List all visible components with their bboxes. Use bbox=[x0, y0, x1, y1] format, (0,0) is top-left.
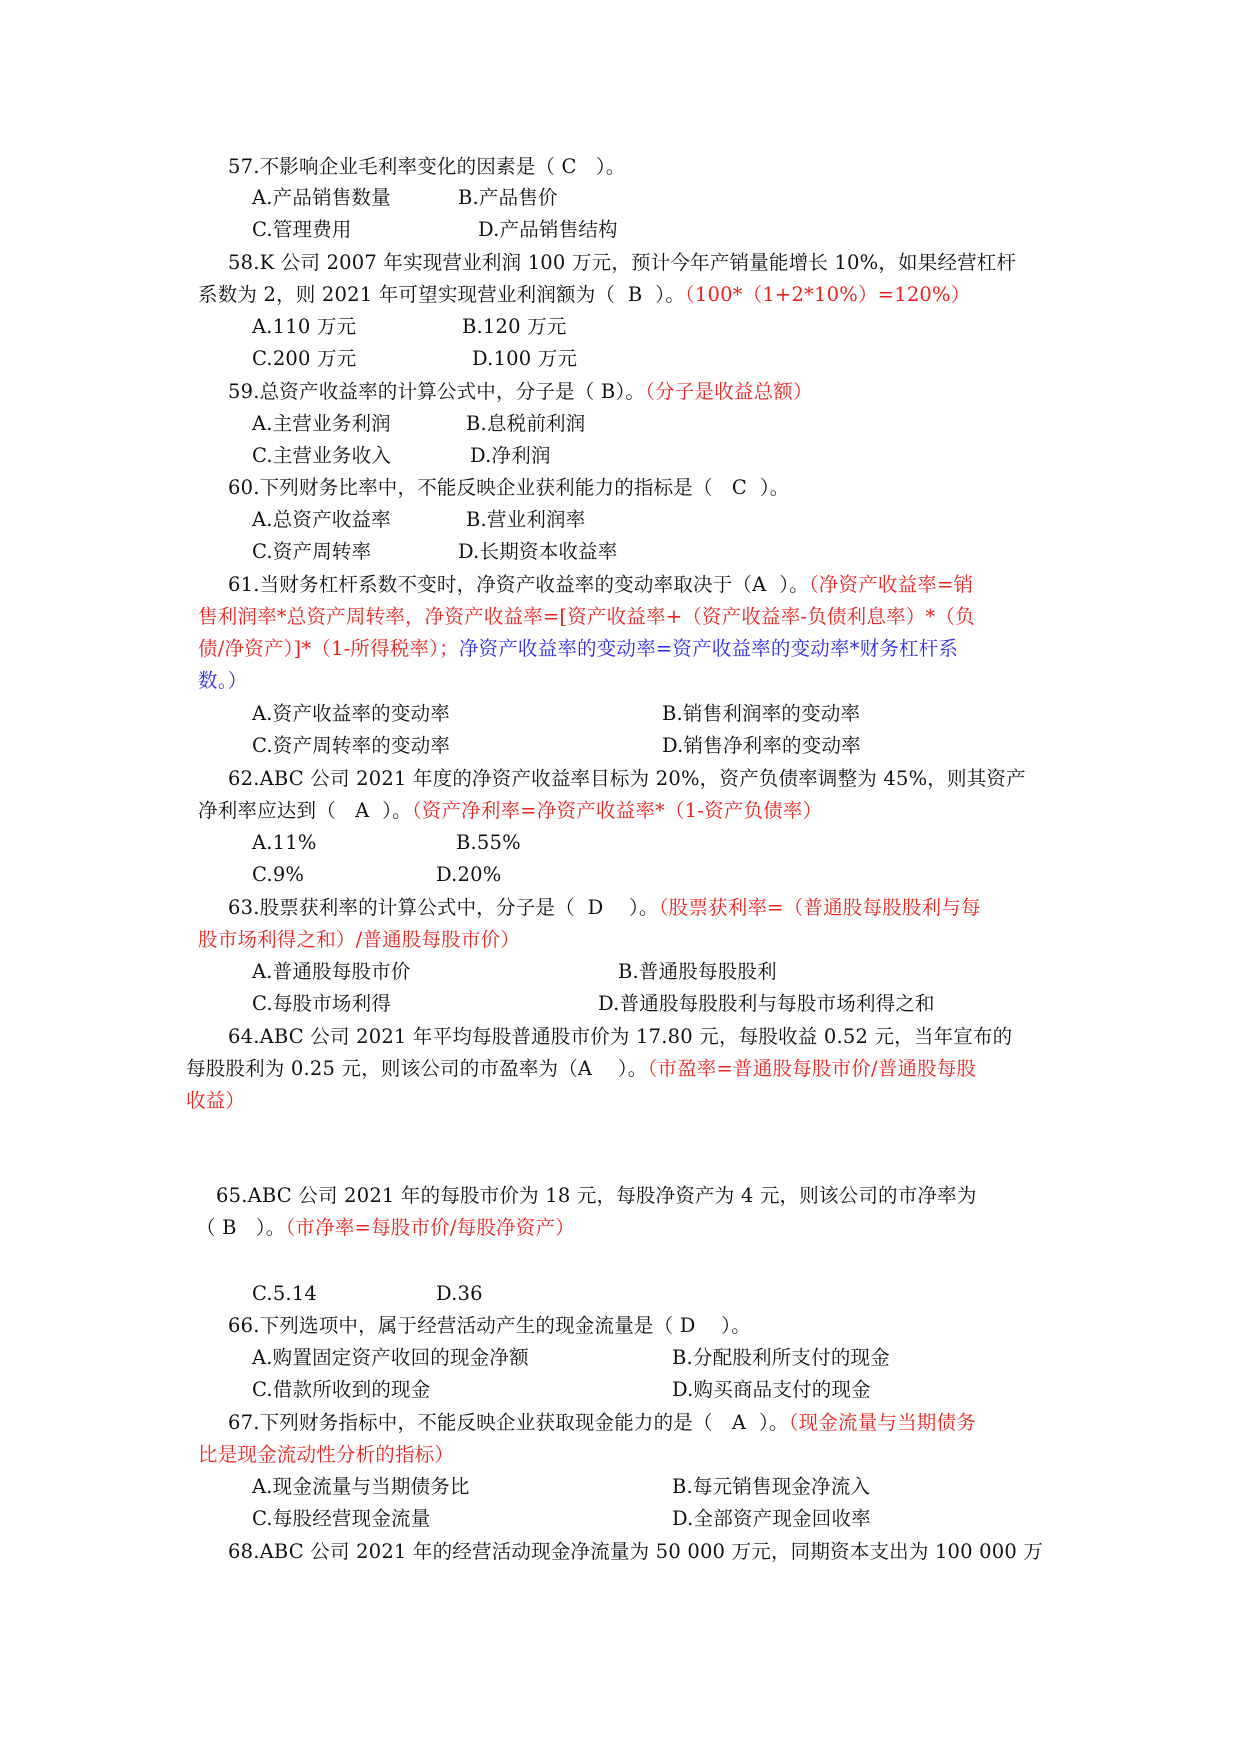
q58-option-c: C.200 万元 bbox=[252, 347, 357, 370]
q65-option-c: C.5.14 bbox=[252, 1282, 318, 1305]
q63-option-b: B.普通股每股股利 bbox=[618, 960, 777, 983]
q65-stem-line2 bbox=[196, 1214, 575, 1242]
q59-stem-text: 59.总资产收益率的计算公式中，分子是（ B）。 bbox=[228, 380, 646, 403]
q62-stem-text: 净利率应达到（ A ）。 bbox=[198, 799, 412, 822]
q62-option-b: B.55% bbox=[456, 831, 521, 854]
q61-option-a: A.资产收益率的变动率 bbox=[252, 702, 450, 725]
q62-option-c: C.9% bbox=[252, 863, 305, 886]
q65-stem-line1: 65.ABC 公司 2021 年的每股市价为 18 元，每股净资产为 4 元，则该公司的市净率为 bbox=[216, 1184, 977, 1207]
q63-note-2: 股市场利得之和）/普通股每股市价） bbox=[198, 928, 520, 951]
q67-option-d: D.全部资产现金回收率 bbox=[672, 1507, 871, 1530]
q61-stem-text: 61.当财务杠杆系数不变时，净资产收益率的变动率取决于（A ）。 bbox=[228, 573, 809, 596]
q58-option-a: A.110 万元 bbox=[252, 315, 357, 338]
q60-option-c: C.资产周转率 bbox=[252, 540, 372, 563]
q64-stem-text: 每股股利为 0.25 元，则该公司的市盈率为（A ）。 bbox=[186, 1057, 648, 1080]
q62-stem-line1: 62.ABC 公司 2021 年度的净资产收益率目标为 20%，资产负债率调整为 45%，则其资产 bbox=[228, 767, 1026, 790]
q64-note-2: 收益） bbox=[186, 1089, 246, 1112]
q63-note-1: （股票获利率=（普通股每股股利与每 bbox=[658, 896, 981, 919]
q61-stem-line bbox=[228, 571, 973, 599]
q57-stem: 57.不影响企业毛利率变化的因素是（ C ）。 bbox=[228, 155, 626, 178]
q61-option-b: B.销售利润率的变动率 bbox=[662, 702, 861, 725]
q61-note-line3 bbox=[198, 635, 958, 663]
q60-option-b: B.营业利润率 bbox=[466, 508, 586, 531]
q67-note-2: 比是现金流动性分析的指标） bbox=[198, 1443, 455, 1466]
q58-option-d: D.100 万元 bbox=[472, 347, 578, 370]
q65-option-d: D.36 bbox=[436, 1282, 483, 1305]
q63-stem-text: 63.股票获利率的计算公式中，分子是（ D ）。 bbox=[228, 896, 659, 919]
q61-note-3: 债/净资产）]*（1-所得税率）； bbox=[198, 637, 459, 660]
q64-note-1: （市盈率=普通股每股市价/普通股每股 bbox=[647, 1057, 977, 1080]
q58-stem-line1: 58.K 公司 2007 年实现营业利润 100 万元，预计今年产销量能增长 10%，如果经营杠杆 bbox=[228, 251, 1017, 274]
q57-option-c: C.管理费用 bbox=[252, 218, 352, 241]
q61-note-1: （净资产收益率=销 bbox=[808, 573, 974, 596]
q67-option-c: C.每股经营现金流量 bbox=[252, 1507, 431, 1530]
q66-option-c: C.借款所收到的现金 bbox=[252, 1378, 431, 1401]
q59-option-d: D.净利润 bbox=[470, 444, 551, 467]
q65-stem-text: （ B ）。 bbox=[196, 1216, 286, 1239]
q58-stem-text: 系数为 2，则 2021 年可望实现营业利润额为（ B ）。 bbox=[198, 283, 685, 306]
q66-option-d: D.购买商品支付的现金 bbox=[672, 1378, 871, 1401]
q66-option-b: B.分配股利所支付的现金 bbox=[672, 1346, 890, 1369]
q62-stem-line2 bbox=[198, 797, 822, 825]
q61-note-3b: 净资产收益率的变动率=资产收益率的变动率*财务杠杆系 bbox=[458, 637, 959, 660]
q62-option-d: D.20% bbox=[436, 863, 502, 886]
q59-answer-note: （分子是收益总额） bbox=[645, 380, 813, 403]
q67-note-1: （现金流量与当期债务 bbox=[788, 1411, 976, 1434]
q61-note-4: 数。） bbox=[198, 669, 248, 692]
q64-stem-line2 bbox=[186, 1055, 976, 1083]
q65-answer-note: （市净率=每股市价/每股净资产） bbox=[285, 1216, 575, 1239]
q64-stem-line1: 64.ABC 公司 2021 年平均每股普通股市价为 17.80 元，每股收益 0.52 元，当年宣布的 bbox=[228, 1025, 1013, 1048]
q61-note-2: 售利润率*总资产周转率，净资产收益率=[资产收益率+（资产收益率-负债利息率）*（负 bbox=[198, 605, 975, 628]
q63-option-a: A.普通股每股市价 bbox=[252, 960, 411, 983]
q66-option-a: A.购置固定资产收回的现金净额 bbox=[252, 1346, 529, 1369]
q57-option-b: B.产品售价 bbox=[458, 186, 558, 209]
q60-stem: 60.下列财务比率中，不能反映企业获利能力的指标是（ C ）。 bbox=[228, 476, 790, 499]
q57-option-d: D.产品销售结构 bbox=[478, 218, 618, 241]
q60-option-a: A.总资产收益率 bbox=[252, 508, 391, 531]
q63-stem-line bbox=[228, 894, 981, 922]
q62-option-a: A.11% bbox=[252, 831, 317, 854]
q67-stem-line bbox=[228, 1409, 976, 1437]
q63-option-d: D.普通股每股股利与每股市场利得之和 bbox=[598, 992, 935, 1015]
q58-answer-note: （100*（1+2*10%）=120%） bbox=[684, 283, 971, 306]
q60-option-d: D.长期资本收益率 bbox=[458, 540, 618, 563]
q59-option-c: C.主营业务收入 bbox=[252, 444, 392, 467]
q66-stem: 66.下列选项中，属于经营活动产生的现金流量是（ D ）。 bbox=[228, 1314, 751, 1337]
q62-answer-note: （资产净利率=净资产收益率*（1-资产负债率） bbox=[411, 799, 823, 822]
q57-option-a: A.产品销售数量 bbox=[252, 186, 391, 209]
q67-option-b: B.每元销售现金净流入 bbox=[672, 1475, 871, 1498]
q58-option-b: B.120 万元 bbox=[462, 315, 567, 338]
q67-option-a: A.现金流量与当期债务比 bbox=[252, 1475, 470, 1498]
q58-stem-line2 bbox=[198, 281, 970, 309]
q68-stem: 68.ABC 公司 2021 年的经营活动现金净流量为 50 000 万元，同期资本支出为 100 000 万 bbox=[228, 1540, 1044, 1563]
q63-option-c: C.每股市场利得 bbox=[252, 992, 392, 1015]
q67-stem-text: 67.下列财务指标中，不能反映企业获取现金能力的是（ A ）。 bbox=[228, 1411, 789, 1434]
q59-option-b: B.息税前利润 bbox=[466, 412, 586, 435]
q59-option-a: A.主营业务利润 bbox=[252, 412, 391, 435]
q59-stem-line bbox=[228, 378, 813, 406]
q61-option-d: D.销售净利率的变动率 bbox=[662, 734, 861, 757]
q61-option-c: C.资产周转率的变动率 bbox=[252, 734, 451, 757]
